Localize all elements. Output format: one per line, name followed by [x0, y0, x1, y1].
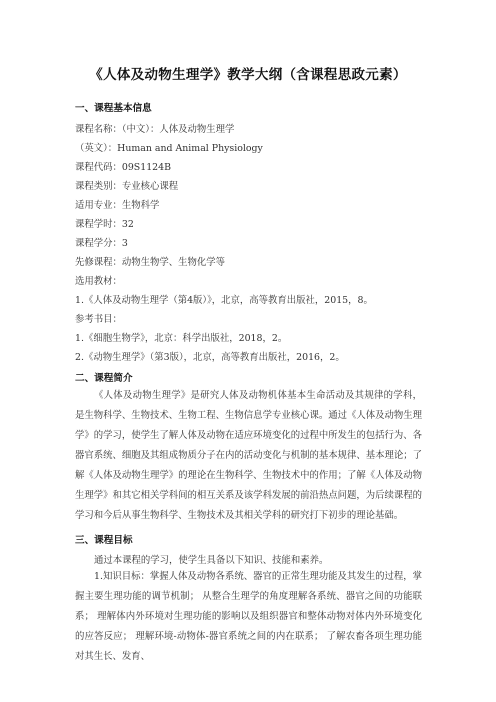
- course-name-cn: 课程名称：（中文）：人体及动物生理学: [75, 124, 235, 135]
- section-heading-intro: 二、课程简介: [75, 373, 133, 384]
- course-intro-paragraph: 《人体及动物生理学》是研究人体及动物机体基本生命活动及其规律的学科，是生物科学、生物技术、生物工程、生物信息学专业核心课。通过《人体及动物生理学》的学习，使学生了解人体及动物在适应环境变化的过程中所发生的包括行为、各器官系统、细胞及其组成物质分子在内的活动变化与机制的基本规律、基本理论；了解《人体及动物生理学》的理论在生物科学、生物技术中的作用；了解《人体及动物生理学》和其它相关学科间的相互关系及该学科发展的前沿热点问题，为后续课程的学习和今后从事生物科学、生物技术及其相关学科的研究打下初步的理论基础。: [75, 390, 422, 521]
- course-code: 课程代码：09S1124B: [75, 162, 171, 173]
- course-major: 适用专业：生物科学: [75, 200, 160, 211]
- document-title: 《人体及动物生理学》教学大纲（含课程思政元素）: [89, 67, 407, 83]
- section-heading-goals: 三、课程目标: [75, 535, 133, 546]
- course-prerequisites: 先修课程：动物生物学、生物化学等: [75, 257, 226, 268]
- course-category: 课程类别：专业核心课程: [75, 181, 179, 192]
- section-heading-basic-info: 一、课程基本信息: [75, 103, 152, 114]
- reference-item-1: 1.《细胞生物学》，北京：科学出版社，2018，2。: [75, 333, 288, 344]
- goal-knowledge-paragraph: 1.知识目标：掌握人体及动物各系统、器官的正常生理功能及其发生的过程，掌握主要生理功能的调节机制； 从整合生理学的角度理解各系统、器官之间的功能联系； 理解体内外环境对生理功能的影响以及组织器官和整体动物对体内外环境变化的应答反应； 理解环境-动物体-器官系统之间的内在联系； 了解农畜各项生理功能对其生长、发育、: [75, 571, 422, 662]
- reference-item-2: 2.《动物生理学》（第3版），北京，高等教育出版社，2016，2。: [75, 352, 345, 363]
- textbook-label: 选用教材：: [75, 276, 122, 287]
- course-hours: 课程学时：32: [75, 219, 134, 230]
- goals-intro: 通过本课程的学习，使学生具备以下知识、技能和素养。: [94, 555, 329, 566]
- textbook-item-1: 1.《人体及动物生理学（第4版）》，北京，高等教育出版社，2015，8。: [75, 295, 373, 306]
- course-name-en: （英文）：Human and Animal Physiology: [75, 143, 263, 154]
- course-credits: 课程学分：3: [75, 238, 128, 249]
- reference-label: 参考书目：: [75, 314, 122, 325]
